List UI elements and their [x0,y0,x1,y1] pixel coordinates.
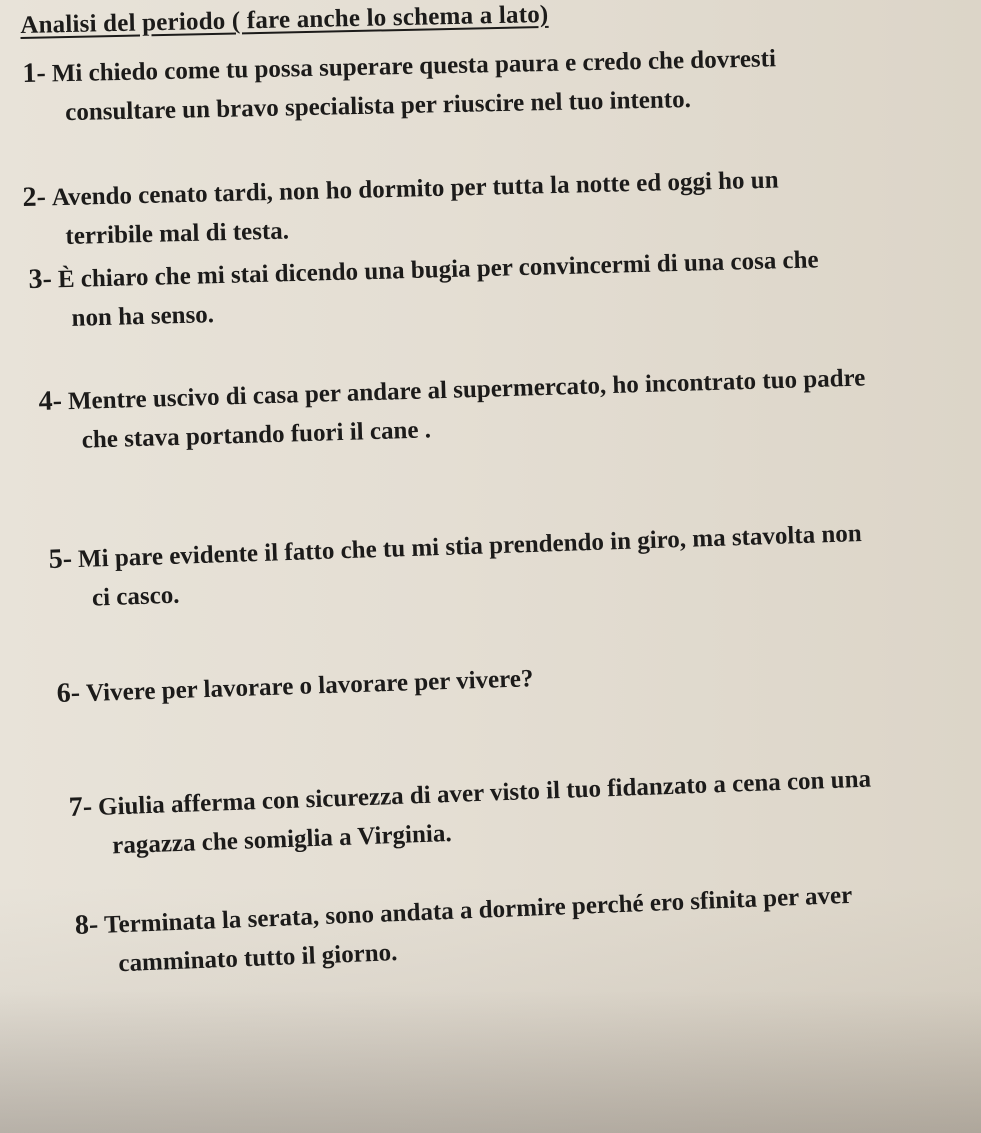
sentence-number: 2- [22,181,47,213]
sentence-line-1: Terminata la serata, sono andata a dormire perché ero sfinita per aver [103,881,853,939]
sentence-line-1: È chiaro che mi stai dicendo una bugia per convincermi di una cosa che [57,246,819,294]
sentence-item-4 [38,355,867,462]
worksheet-title: Analisi del periodo ( fare anche lo schema a lato) [20,0,549,39]
sentence-line-2: che stava portando fuori il cane . [81,416,432,455]
sentence-item-7 [68,757,873,868]
sentence-number: 1- [22,57,47,89]
sentence-line-2: non ha senso. [71,301,215,333]
sentence-line-1: Mi chiedo come tu possa superare questa paura e credo che dovresti [51,45,777,88]
sentence-line-1: Mi pare evidente il fatto che tu mi stia prendendo in giro, ma stavolta non [77,520,863,574]
sentence-number: 4- [38,385,63,417]
sentence-line-1: Giulia afferma con sicurezza di aver visto il tuo fidanzato a cena con una [97,765,872,821]
sentence-item-6 [56,656,534,715]
paper-shadow [0,990,981,1133]
sentence-line-2: ci casco. [91,582,180,612]
sentence-item-1 [22,36,777,134]
sentence-number: 8- [74,909,99,941]
sentence-line-1: Vivere per lavorare o lavorare per vivere? [85,665,534,708]
sentence-line-2: consultare un bravo specialista per riuscire nel tuo intento. [65,86,692,127]
sentence-line-2: camminato tutto il giorno. [117,939,398,978]
sentence-item-5 [48,511,864,620]
sentence-line-1: Mentre uscivo di casa per andare al supermercato, ho incontrato tuo padre [67,364,866,416]
sentence-number: 3- [28,263,53,295]
sentence-item-8 [74,873,855,986]
sentence-line-2: ragazza che somiglia a Virginia. [111,820,453,860]
sentence-line-1: Avendo cenato tardi, non ho dormito per tutta la notte ed oggi ho un [51,166,779,212]
sentence-number: 5- [48,543,73,575]
sentence-line-2: terribile mal di testa. [65,217,290,251]
sentence-number: 6- [56,677,81,709]
sentence-number: 7- [68,791,93,823]
